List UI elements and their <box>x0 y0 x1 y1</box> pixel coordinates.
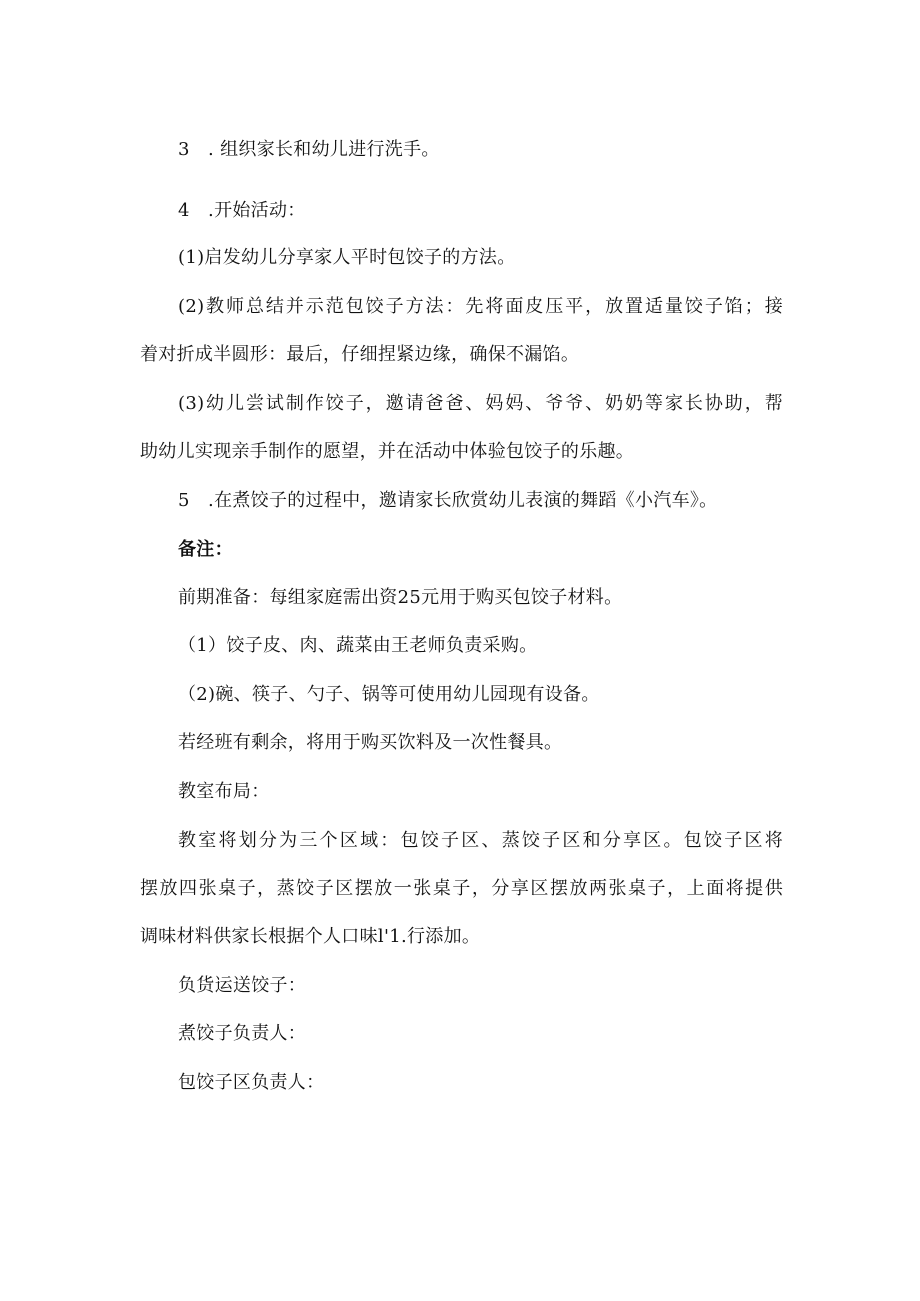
substep-3-line-2: 助幼儿实现亲手制作的愿望，并在活动中体验包饺子的乐趣。 <box>140 441 635 462</box>
classroom-layout-line-2: 摆放四张桌子，蒸饺子区摆放一张桌子，分享区摆放两张桌子，上面将提供 <box>140 878 783 899</box>
step-4-text: 4 .开始活动： <box>178 200 306 221</box>
step-5-text: 5 .在煮饺子的过程中，邀请家长欣赏幼儿表演的舞蹈《小汽车》。 <box>178 490 718 511</box>
preparation-text: 前期准备：每组家庭需出资25元用于购买包饺子材料。 <box>178 587 623 608</box>
substep-2-line-1: (2)教师总结并示范包饺子方法：先将面皮压平，放置适量饺子馅；接 <box>178 296 783 317</box>
step-3-text: 3 . 组织家长和幼儿进行洗手。 <box>178 139 440 160</box>
classroom-layout-line-1: 教室将划分为三个区域：包饺子区、蒸饺子区和分享区。包饺子区将 <box>178 830 783 851</box>
classroom-layout-line-3: 调味材料供家长根据个人口味l'1.行添加。 <box>140 926 481 947</box>
substep-3-line-1: (3)幼儿尝试制作饺子，邀请爸爸、妈妈、爷爷、奶奶等家长协助，帮 <box>178 393 783 414</box>
classroom-layout-heading: 教室布局： <box>178 781 270 802</box>
substep-2-line-2: 着对折成半圆形：最后，仔细捏紧边缘，确保不漏馅。 <box>140 344 580 365</box>
surplus-text: 若经班有剩余，将用于购买饮料及一次性餐具。 <box>178 732 563 753</box>
substep-1-text: (1)启发幼儿分享家人平时包饺子的方法。 <box>178 247 516 268</box>
delivery-responsible-label: 负货运送饺子： <box>178 975 307 996</box>
preparation-item-1: （1）饺子皮、肉、蔬菜由王老师负责采购。 <box>178 635 538 656</box>
boiling-responsible-label: 煮饺子负责人： <box>178 1023 307 1044</box>
wrapping-area-responsible-label: 包饺子区负责人： <box>178 1072 325 1093</box>
preparation-item-2: （2)碗、筷子、勺子、锅等可使用幼儿园现有设备。 <box>178 684 600 705</box>
notes-heading: 备注： <box>178 539 233 560</box>
